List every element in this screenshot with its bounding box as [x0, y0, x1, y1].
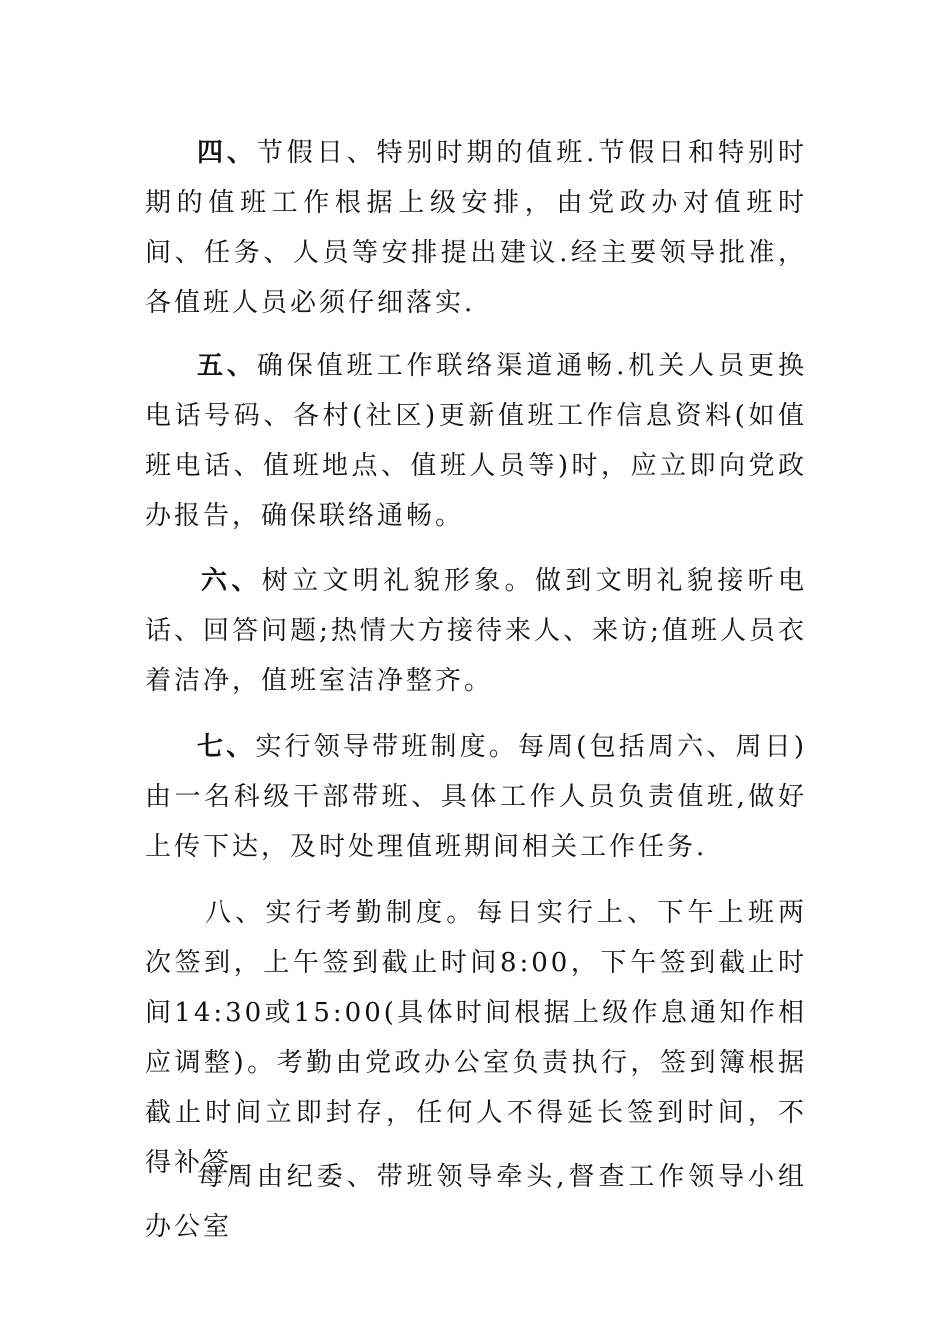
paragraph-body: 树立文明礼貌形象。做到文明礼貌接听电话、回答问题;热情大方接待来人、来访;值班人员衣着洁净，值班室洁净整齐。 [145, 566, 807, 696]
paragraph-heading: 五、 [197, 351, 257, 381]
paragraph-body: 节假日、特别时期的值班.节假日和特别时期的值班工作根据上级安排，由党政办对值班时间、任务、人员等安排提出建议.经主要领导批准，各值班人员必须仔细落实. [145, 138, 807, 318]
paragraph-body: 确保值班工作联络渠道通畅.机关人员更换电话号码、各村(社区)更新值班工作信息资料(如值班电话、值班地点、值班人员等)时，应立即向党政办报告，确保联络通畅。 [145, 351, 807, 531]
paragraph-body: 实行领导带班制度。每周(包括周六、周日)由一名科级干部带班、具体工作人员负责值班,做好上传下达，及时处理值班期间相关工作任务. [145, 732, 807, 862]
paragraph-civility [145, 556, 807, 706]
paragraph-body: 每周由纪委、带班领导牵头,督查工作领导小组办公室 [145, 1162, 807, 1242]
paragraph-body: 八、实行考勤制度。每日实行上、下午上班两次签到，上午签到截止时间8:00，下午签到截止时间14:30或15:00(具体时间根据上级作息通知作相应调整)。考勤由党政办公室负责执行，签到簿根据截止时间立即封存，任何人不得延长签到时间，不得补签。 [145, 898, 807, 1178]
paragraph-weekly-inspection [145, 1152, 807, 1252]
paragraph-duty-holidays [145, 128, 807, 328]
paragraph-attendance [145, 888, 807, 1188]
paragraph-heading: 七、 [197, 732, 256, 762]
paragraph-leader-shift [145, 722, 807, 872]
paragraph-heading: 四、 [197, 138, 257, 168]
paragraph-contact-channels [145, 341, 807, 541]
paragraph-heading: 六、 [201, 566, 262, 596]
